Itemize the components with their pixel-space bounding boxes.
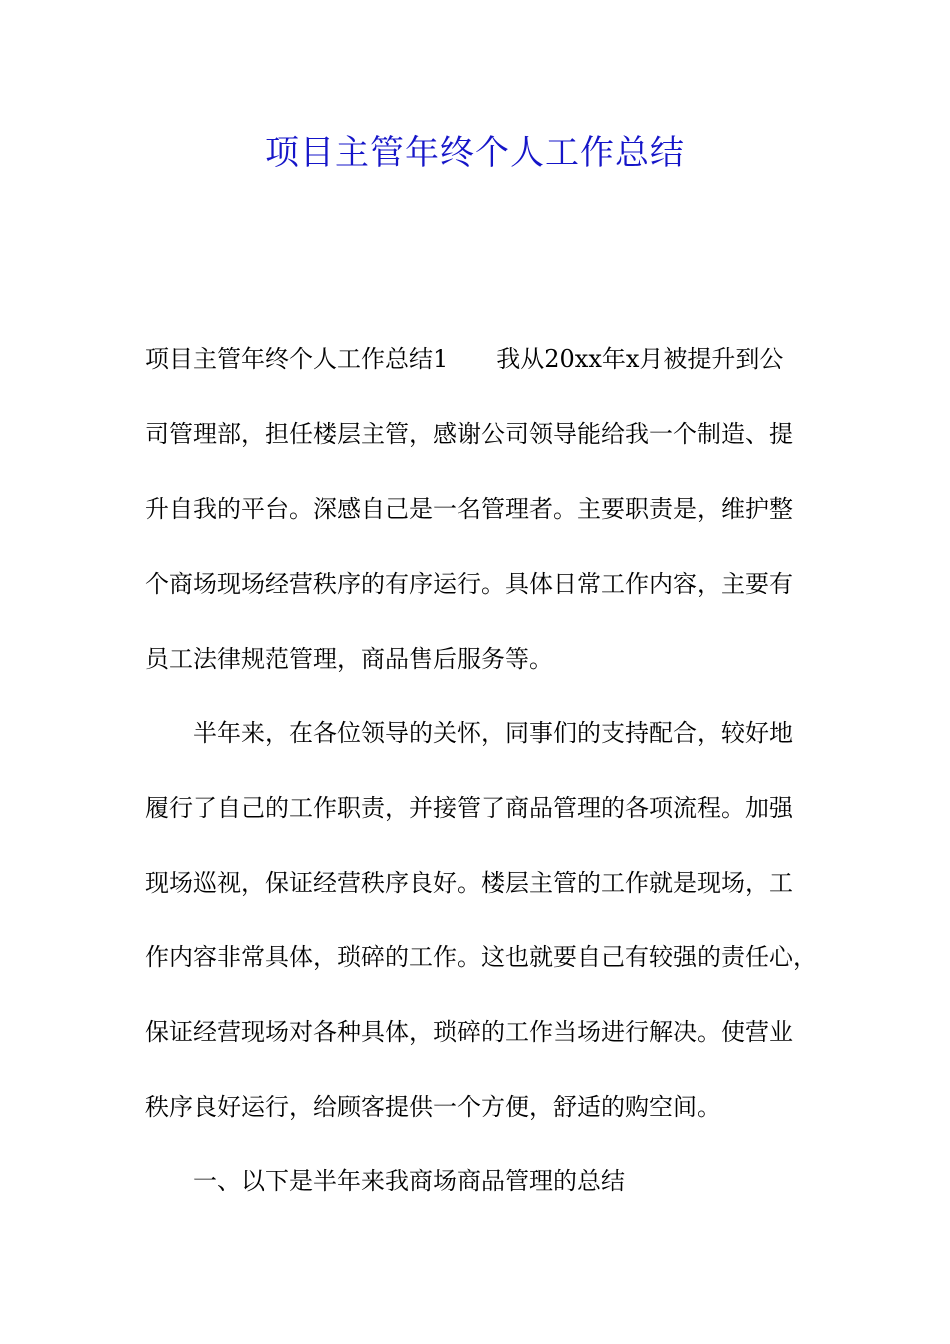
paragraph-line: 履行了自己的工作职责，并接管了商品管理的各项流程。加强 [145, 794, 793, 822]
paragraph-line: 员工法律规范管理，商品售后服务等。 [145, 645, 553, 673]
paragraph-line: 作内容非常具体，琐碎的工作。这也就要自己有较强的责任心， [145, 943, 817, 971]
paragraph-line: 半年来，在各位领导的关怀，同事们的支持配合，较好地 [193, 719, 793, 747]
paragraph-line: 现场巡视，保证经营秩序良好。楼层主管的工作就是现场，工 [145, 869, 793, 897]
paragraph-line: 个商场现场经营秩序的有序运行。具体日常工作内容，主要有 [145, 570, 793, 598]
paragraph-line: 司管理部，担任楼层主管，感谢公司领导能给我一个制造、提 [145, 420, 793, 448]
paragraph-line: 秩序良好运行，给顾客提供一个方便，舒适的购空间。 [145, 1093, 721, 1121]
document-title: 项目主管年终个人工作总结 [265, 133, 685, 173]
section-heading: 一、以下是半年来我商场商品管理的总结 [193, 1167, 625, 1195]
paragraph-line: 升自我的平台。深感自己是一名管理者。主要职责是，维护整 [145, 495, 793, 523]
paragraph-line: 保证经营现场对各种具体，琐碎的工作当场进行解决。使营业 [145, 1018, 793, 1046]
paragraph-line: 项目主管年终个人工作总结1 我从20xx年x月被提升到公 [145, 345, 784, 373]
